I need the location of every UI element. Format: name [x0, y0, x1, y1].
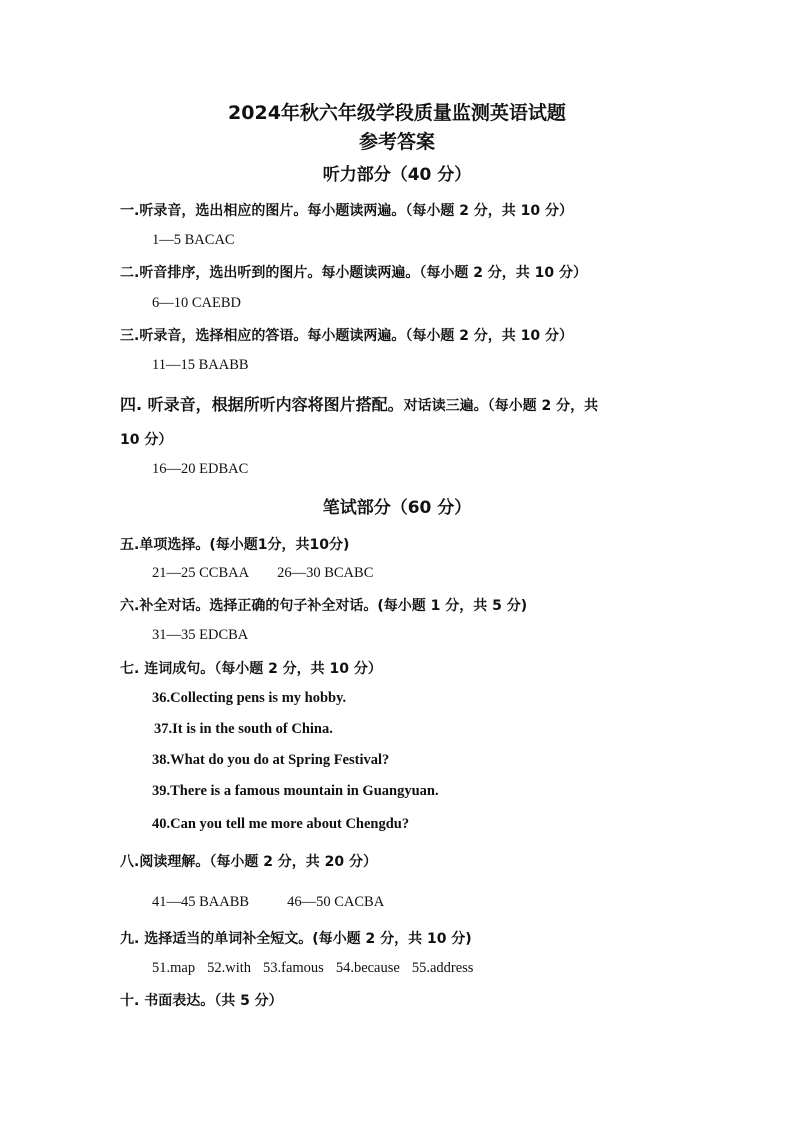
- question-4-instruction-main: 四. 听录音，根据所听内容将图片搭配。: [120, 395, 404, 414]
- question-1-instruction: 一.听录音，选出相应的图片。每小题读两遍。（每小题 2 分，共 10 分）: [120, 203, 574, 219]
- question-4-instruction-note: 对话读三遍。（每小题 2 分，共: [403, 398, 599, 414]
- question-7-answer-40: 40.Can you tell me more about Chengdu?: [152, 816, 410, 832]
- question-9-answer-53: 53.famous: [263, 960, 324, 976]
- question-7-answer-38: 38.What do you do at Spring Festival?: [152, 752, 390, 768]
- question-3-instruction: 三.听录音，选择相应的答语。每小题读两遍。（每小题 2 分，共 10 分）: [120, 328, 574, 344]
- question-10-instruction: 十. 书面表达。（共 5 分）: [120, 993, 283, 1009]
- question-6-instruction: 六.补全对话。选择正确的句子补全对话。(每小题 1 分，共 5 分): [120, 598, 528, 614]
- question-5-answer-a: 21—25 CCBAA: [152, 565, 250, 581]
- page-title: 2024年秋六年级学段质量监测英语试题: [228, 102, 566, 124]
- question-9-answer-55: 55.address: [411, 960, 474, 976]
- question-9-answer-54: 54.because: [335, 960, 400, 976]
- question-8-instruction: 八.阅读理解。（每小题 2 分，共 20 分）: [120, 854, 378, 870]
- question-2-instruction: 二.听音排序，选出听到的图片。每小题读两遍。（每小题 2 分，共 10 分）: [120, 265, 588, 281]
- page-subtitle: 参考答案: [358, 131, 435, 153]
- question-4-instruction-continued: 10 分）: [120, 432, 173, 448]
- question-8-answer: [152, 894, 384, 911]
- question-9-answer-51: 51.map: [152, 960, 196, 976]
- question-1-answer: 1—5 BACAC: [152, 232, 235, 248]
- question-4-answer: 16—20 EDBAC: [152, 461, 249, 477]
- question-5-answer: [152, 565, 373, 582]
- question-7-answer-37: 37.It is in the south of China.: [154, 721, 333, 737]
- question-9-answers: [152, 960, 473, 977]
- question-5-answer-b: 26—30 BCABC: [277, 565, 374, 581]
- writing-section-heading: 笔试部分（60 分）: [322, 498, 472, 518]
- question-8-answer-a: 41—45 BAABB: [152, 894, 250, 910]
- question-7-answer-39: 39.There is a famous mountain in Guangyuan.: [152, 783, 439, 799]
- question-9-answer-52: 52.with: [207, 960, 251, 976]
- question-7-instruction: 七. 连词成句。（每小题 2 分，共 10 分）: [120, 661, 382, 677]
- listening-section-heading: 听力部分（40 分）: [322, 165, 472, 185]
- question-6-answer: 31—35 EDCBA: [152, 627, 249, 643]
- question-2-answer: 6—10 CAEBD: [152, 295, 242, 311]
- question-3-answer: 11—15 BAABB: [152, 357, 249, 373]
- question-9-instruction: 九. 选择适当的单词补全短文。(每小题 2 分，共 10 分): [120, 931, 472, 947]
- question-8-answer-b: 46—50 CACBA: [287, 894, 385, 910]
- question-4-instruction: [120, 392, 598, 415]
- question-5-instruction: 五.单项选择。(每小题1分，共10分): [120, 537, 350, 553]
- question-7-answer-36: 36.Collecting pens is my hobby.: [152, 690, 347, 706]
